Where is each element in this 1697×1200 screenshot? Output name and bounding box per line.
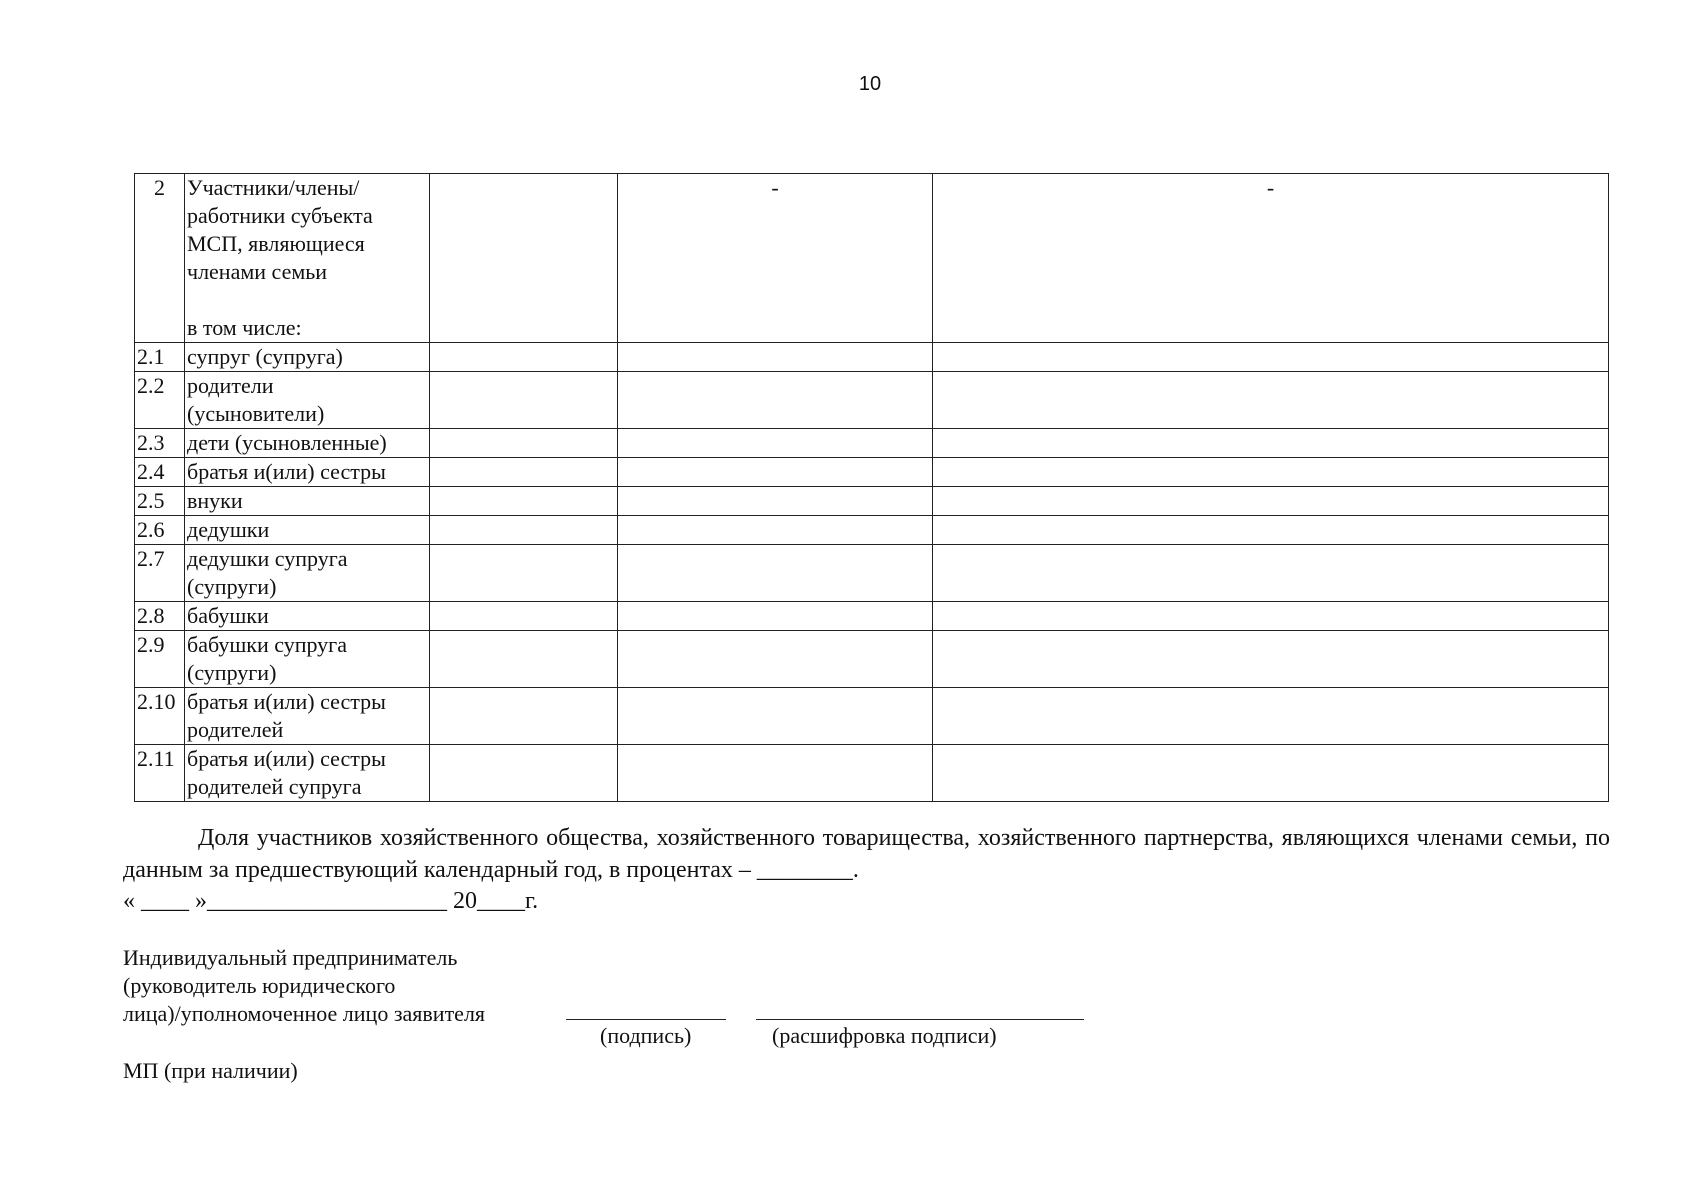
table-row-total	[135, 174, 1609, 343]
row-number: 2.5	[135, 487, 185, 516]
row-cell-empty	[933, 487, 1609, 516]
row-cell-empty	[430, 688, 618, 745]
page-number: 10	[858, 73, 882, 95]
row-name	[185, 516, 430, 545]
row-cell-empty	[933, 429, 1609, 458]
row-cell-empty	[933, 631, 1609, 688]
row-cell-empty	[618, 429, 933, 458]
date-line: « ____ »____________________ 20____г.	[123, 888, 539, 914]
row-name-line: бабушки	[187, 603, 269, 628]
row-name-line: братья и(или) сестры	[187, 459, 386, 484]
row-number: 2.10	[135, 688, 185, 745]
in-total-label: в том числе:	[187, 315, 302, 340]
row-number: 2.1	[135, 343, 185, 372]
row-name-line: членами семьи	[187, 259, 328, 284]
row-name-line: (супруги)	[187, 660, 277, 685]
table-row	[135, 688, 1609, 745]
row-number: 2.8	[135, 602, 185, 631]
signature-caption: (подпись)	[600, 1023, 692, 1048]
row-name-line: дети (усыновленные)	[187, 430, 387, 455]
row-number: 2.9	[135, 631, 185, 688]
row-cell-empty	[430, 487, 618, 516]
row-name-line: братья и(или) сестры	[187, 746, 386, 771]
row-name-line: братья и(или) сестры	[187, 689, 386, 714]
row-cell-empty	[430, 174, 618, 343]
row-cell-empty	[618, 688, 933, 745]
family-members-table	[134, 173, 1609, 802]
row-name	[185, 372, 430, 429]
row-number: 2	[135, 174, 185, 343]
row-cell-empty	[430, 602, 618, 631]
row-name-line: Участники/члены/	[187, 175, 360, 200]
row-cell-empty	[618, 545, 933, 602]
table-row	[135, 458, 1609, 487]
row-cell-empty	[618, 487, 933, 516]
row-number: 2.3	[135, 429, 185, 458]
row-cell-empty	[618, 602, 933, 631]
row-cell-empty	[430, 372, 618, 429]
decoding-caption: (расшифровка подписи)	[772, 1023, 997, 1048]
row-cell-empty	[933, 372, 1609, 429]
share-paragraph: Доля участников хозяйственного общества, хозяйственного товарищества, хозяйственного партнерства, являющихся членами семьи, по данным за предшествующий календарный год, в процентах – ________.	[123, 825, 1610, 883]
row-cell-dash: -	[933, 174, 1609, 343]
row-cell-empty	[933, 745, 1609, 802]
table-row	[135, 429, 1609, 458]
row-name-line: внуки	[187, 488, 243, 513]
stamp-note: МП (при наличии)	[123, 1058, 298, 1083]
row-cell-empty	[430, 545, 618, 602]
row-cell-empty	[933, 602, 1609, 631]
row-name-line: дедушки супруга	[187, 546, 348, 571]
row-number: 2.4	[135, 458, 185, 487]
row-name	[185, 487, 430, 516]
row-cell-empty	[618, 631, 933, 688]
row-name	[185, 688, 430, 745]
table-row	[135, 745, 1609, 802]
table-row	[135, 372, 1609, 429]
row-cell-empty	[933, 458, 1609, 487]
signer-line: лица)/уполномоченное лицо заявителя	[123, 1001, 486, 1026]
table-row	[135, 343, 1609, 372]
row-cell-empty	[618, 343, 933, 372]
row-name-line: бабушки супруга	[187, 632, 347, 657]
row-name-line: (усыновители)	[187, 401, 325, 426]
row-name-line: родителей	[187, 717, 284, 742]
table-row	[135, 487, 1609, 516]
row-name	[185, 602, 430, 631]
row-name-line: родителей супруга	[187, 774, 362, 799]
row-number: 2.7	[135, 545, 185, 602]
row-cell-empty	[430, 458, 618, 487]
table-row	[135, 602, 1609, 631]
row-cell-empty	[430, 429, 618, 458]
signer-block	[123, 944, 485, 1028]
row-name	[185, 745, 430, 802]
row-number: 2.6	[135, 516, 185, 545]
row-cell-empty	[933, 516, 1609, 545]
row-cell-dash: -	[618, 174, 933, 343]
row-number: 2.2	[135, 372, 185, 429]
row-cell-empty	[933, 688, 1609, 745]
row-cell-empty	[430, 516, 618, 545]
signature-decoding-line	[756, 1019, 1084, 1020]
row-name-line: (супруги)	[187, 574, 277, 599]
row-name	[185, 458, 430, 487]
row-name	[185, 545, 430, 602]
signer-line: (руководитель юридического	[123, 973, 396, 998]
row-name-line: работники субъекта	[187, 203, 373, 228]
row-cell-empty	[933, 343, 1609, 372]
signature-line	[566, 1019, 726, 1020]
table-row	[135, 516, 1609, 545]
row-cell-empty	[618, 458, 933, 487]
row-name	[185, 429, 430, 458]
row-cell-empty	[933, 545, 1609, 602]
row-name-line: супруг (супруга)	[187, 344, 343, 369]
row-cell-empty	[430, 745, 618, 802]
row-number: 2.11	[135, 745, 185, 802]
row-cell-empty	[618, 745, 933, 802]
row-cell-empty	[430, 343, 618, 372]
table-row	[135, 631, 1609, 688]
row-cell-empty	[618, 516, 933, 545]
row-cell-empty	[430, 631, 618, 688]
row-name	[185, 631, 430, 688]
row-name	[185, 343, 430, 372]
row-name-line: родители	[187, 373, 274, 398]
row-name	[185, 174, 430, 343]
signer-line: Индивидуальный предприниматель	[123, 945, 458, 970]
row-name-line: дедушки	[187, 517, 270, 542]
table-row	[135, 545, 1609, 602]
row-cell-empty	[618, 372, 933, 429]
row-name-line: МСП, являющиеся	[187, 231, 365, 256]
